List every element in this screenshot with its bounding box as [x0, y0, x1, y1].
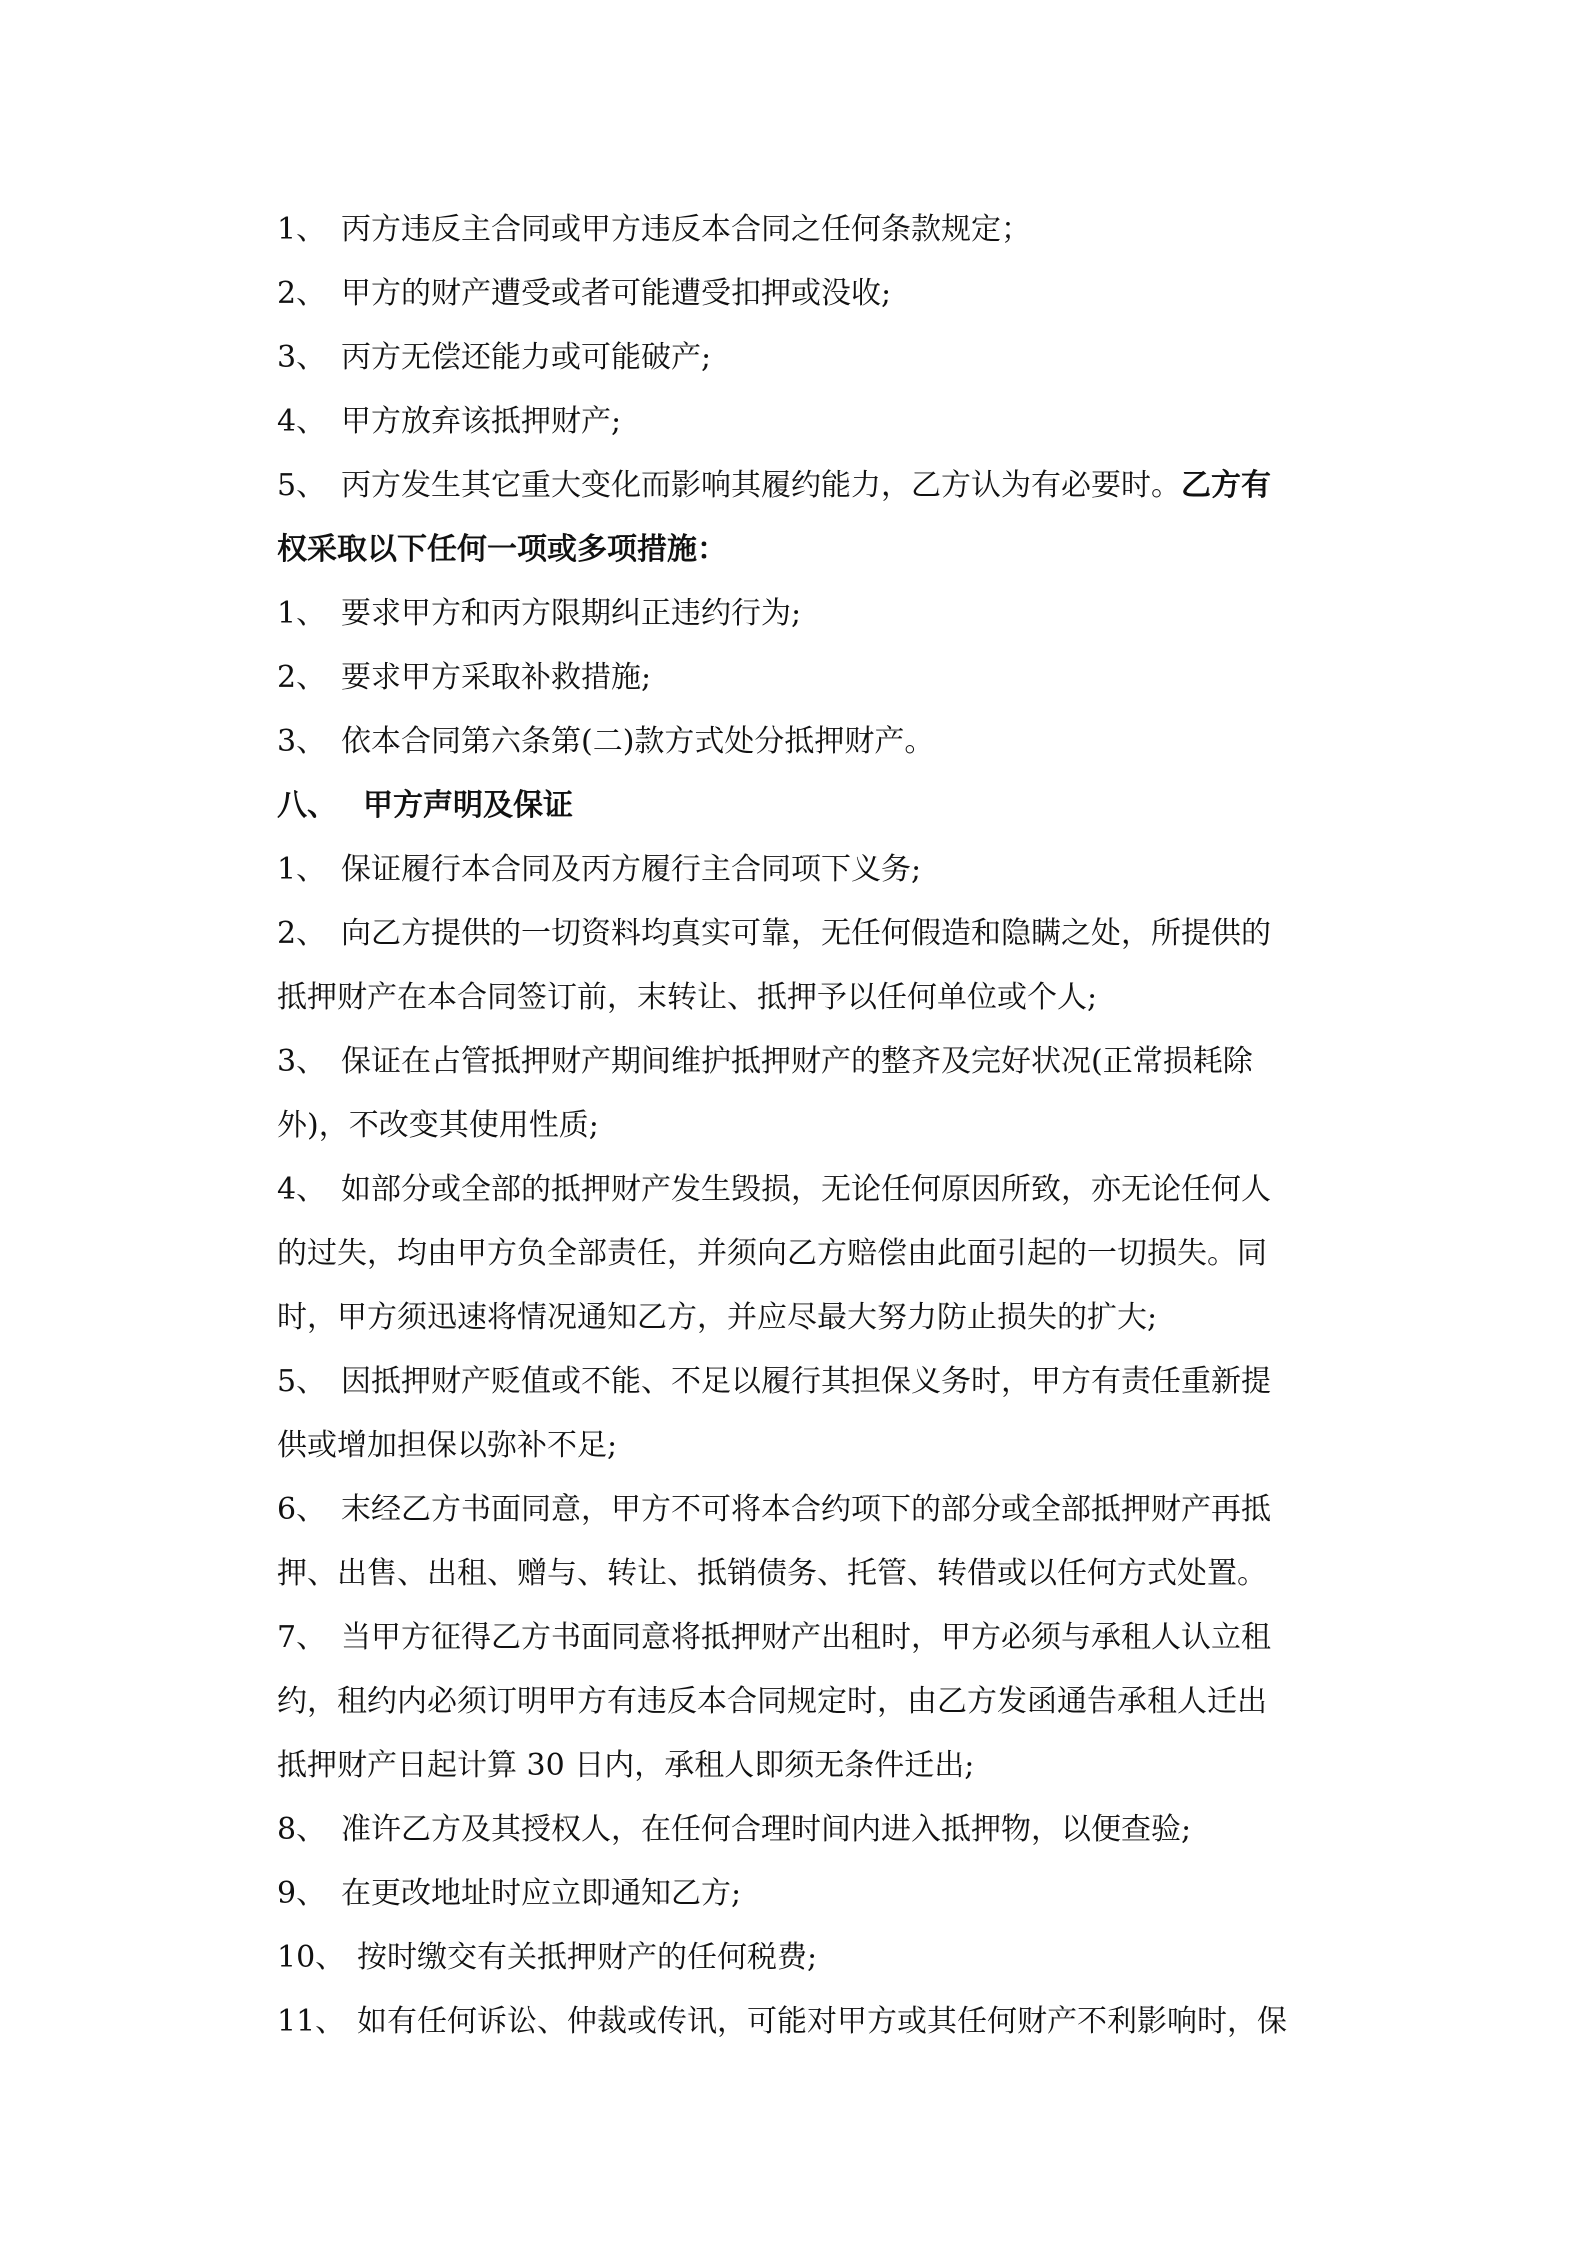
clause-continuation [277, 966, 1355, 1030]
clause-continuation [277, 1414, 1355, 1478]
clause-line [277, 1606, 1355, 1670]
clause-text: 当甲方征得乙方书面同意将抵押财产出租时，甲方必须与承租人认立租 [341, 1620, 1271, 1655]
clause-line [277, 1158, 1355, 1222]
clause-text: 丙方发生其它重大变化而影响其履约能力，乙方认为有必要时。 [341, 468, 1181, 503]
clause-text: 如部分或全部的抵押财产发生毁损，无论任何原因所致，亦无论任何人 [341, 1172, 1271, 1207]
clause-text: 按时缴交有关抵押财产的任何税费; [357, 1940, 818, 1975]
clause-line [277, 646, 1355, 710]
clause-line [277, 902, 1355, 966]
clause-bold-text: 乙方有 [1181, 468, 1271, 503]
clause-text: 押、出售、出租、赠与、转让、抵销债务、托管、转借或以任何方式处置。 [277, 1556, 1267, 1591]
clause-text: 约，租约内必须订明甲方有违反本合同规定时，由乙方发函通告承租人迁出 [277, 1684, 1267, 1719]
clause-line [277, 710, 1355, 774]
clause-text: 在更改地址时应立即通知乙方; [341, 1876, 742, 1911]
clause-number: 1、 [277, 596, 327, 631]
clause-number: 10、 [277, 1940, 346, 1975]
clause-number: 3、 [277, 340, 327, 375]
clause-line [277, 1862, 1355, 1926]
clause-text: 要求甲方和丙方限期纠正违约行为; [341, 596, 802, 631]
clause-continuation [277, 518, 1355, 582]
clause-number: 4、 [277, 404, 327, 439]
clause-continuation [277, 1222, 1355, 1286]
clause-text: 保证履行本合同及丙方履行主合同项下义务; [341, 852, 922, 887]
clause-number: 7、 [277, 1620, 327, 1655]
clause-number: 5、 [277, 468, 327, 503]
clause-line [277, 1990, 1355, 2054]
clause-line [277, 198, 1355, 262]
clause-text: 供或增加担保以弥补不足; [277, 1428, 618, 1463]
clause-line [277, 326, 1355, 390]
clause-continuation [277, 1286, 1355, 1350]
clause-line [277, 390, 1355, 454]
clause-text: 时，甲方须迅速将情况通知乙方，并应尽最大努力防止损失的扩大; [277, 1300, 1158, 1335]
clause-line [277, 1350, 1355, 1414]
clause-continuation [277, 1734, 1355, 1798]
clause-line [277, 454, 1355, 518]
clause-number: 6、 [277, 1492, 327, 1527]
clause-number: 3、 [277, 1044, 327, 1079]
clause-number: 2、 [277, 660, 327, 695]
clause-text: 向乙方提供的一切资料均真实可靠，无任何假造和隐瞒之处，所提供的 [341, 916, 1271, 951]
clause-text: 外)，不改变其使用性质; [277, 1108, 599, 1143]
clause-text: 保证在占管抵押财产期间维护抵押财产的整齐及完好状况(正常损耗除 [341, 1044, 1253, 1079]
clause-text: 因抵押财产贬值或不能、不足以履行其担保义务时，甲方有责任重新提 [341, 1364, 1271, 1399]
clause-text: 要求甲方采取补救措施; [341, 660, 652, 695]
clause-text: 末经乙方书面同意，甲方不可将本合约项下的部分或全部抵押财产再抵 [341, 1492, 1271, 1527]
clause-number: 3、 [277, 724, 327, 759]
clause-text: 抵押财产在本合同签订前，末转让、抵押予以任何单位或个人; [277, 980, 1098, 1015]
clause-bold-text: 权采取以下任何一项或多项措施： [277, 532, 727, 567]
clause-text: 准许乙方及其授权人，在任何合理时间内进入抵押物，以便查验; [341, 1812, 1192, 1847]
section-title: 甲方声明及保证 [363, 788, 573, 823]
clause-text: 甲方放弃该抵押财产; [341, 404, 622, 439]
clause-line [277, 1478, 1355, 1542]
clause-line [277, 1926, 1355, 1990]
clause-line [277, 262, 1355, 326]
clause-text: 甲方的财产遭受或者可能遭受扣押或没收; [341, 276, 892, 311]
clause-text: 如有任何诉讼、仲裁或传讯，可能对甲方或其任何财产不利影响时，保 [357, 2004, 1287, 2039]
clause-line [277, 1798, 1355, 1862]
clause-continuation [277, 1542, 1355, 1606]
clause-line [277, 1030, 1355, 1094]
clause-text: 抵押财产日起计算 30 日内，承租人即须无条件迁出; [277, 1748, 975, 1783]
section-heading [277, 774, 1355, 838]
clause-number: 8、 [277, 1812, 327, 1847]
clause-number: 4、 [277, 1172, 327, 1207]
clause-number: 9、 [277, 1876, 327, 1911]
clause-line [277, 838, 1355, 902]
clause-number: 1、 [277, 852, 327, 887]
clause-continuation [277, 1670, 1355, 1734]
clause-text: 依本合同第六条第(二)款方式处分抵押财产。 [341, 724, 935, 759]
clause-number: 1、 [277, 212, 327, 247]
document-body [277, 198, 1355, 2054]
clause-number: 11、 [277, 2004, 346, 2039]
clause-number: 2、 [277, 276, 327, 311]
clause-number: 2、 [277, 916, 327, 951]
clause-text: 丙方无偿还能力或可能破产; [341, 340, 712, 375]
clause-text: 的过失，均由甲方负全部责任，并须向乙方赔偿由此面引起的一切损失。同 [277, 1236, 1267, 1271]
clause-continuation [277, 1094, 1355, 1158]
clause-text: 丙方违反主合同或甲方违反本合同之任何条款规定； [341, 212, 1031, 247]
clause-number: 5、 [277, 1364, 327, 1399]
section-number: 八、 [277, 788, 337, 823]
clause-line [277, 582, 1355, 646]
